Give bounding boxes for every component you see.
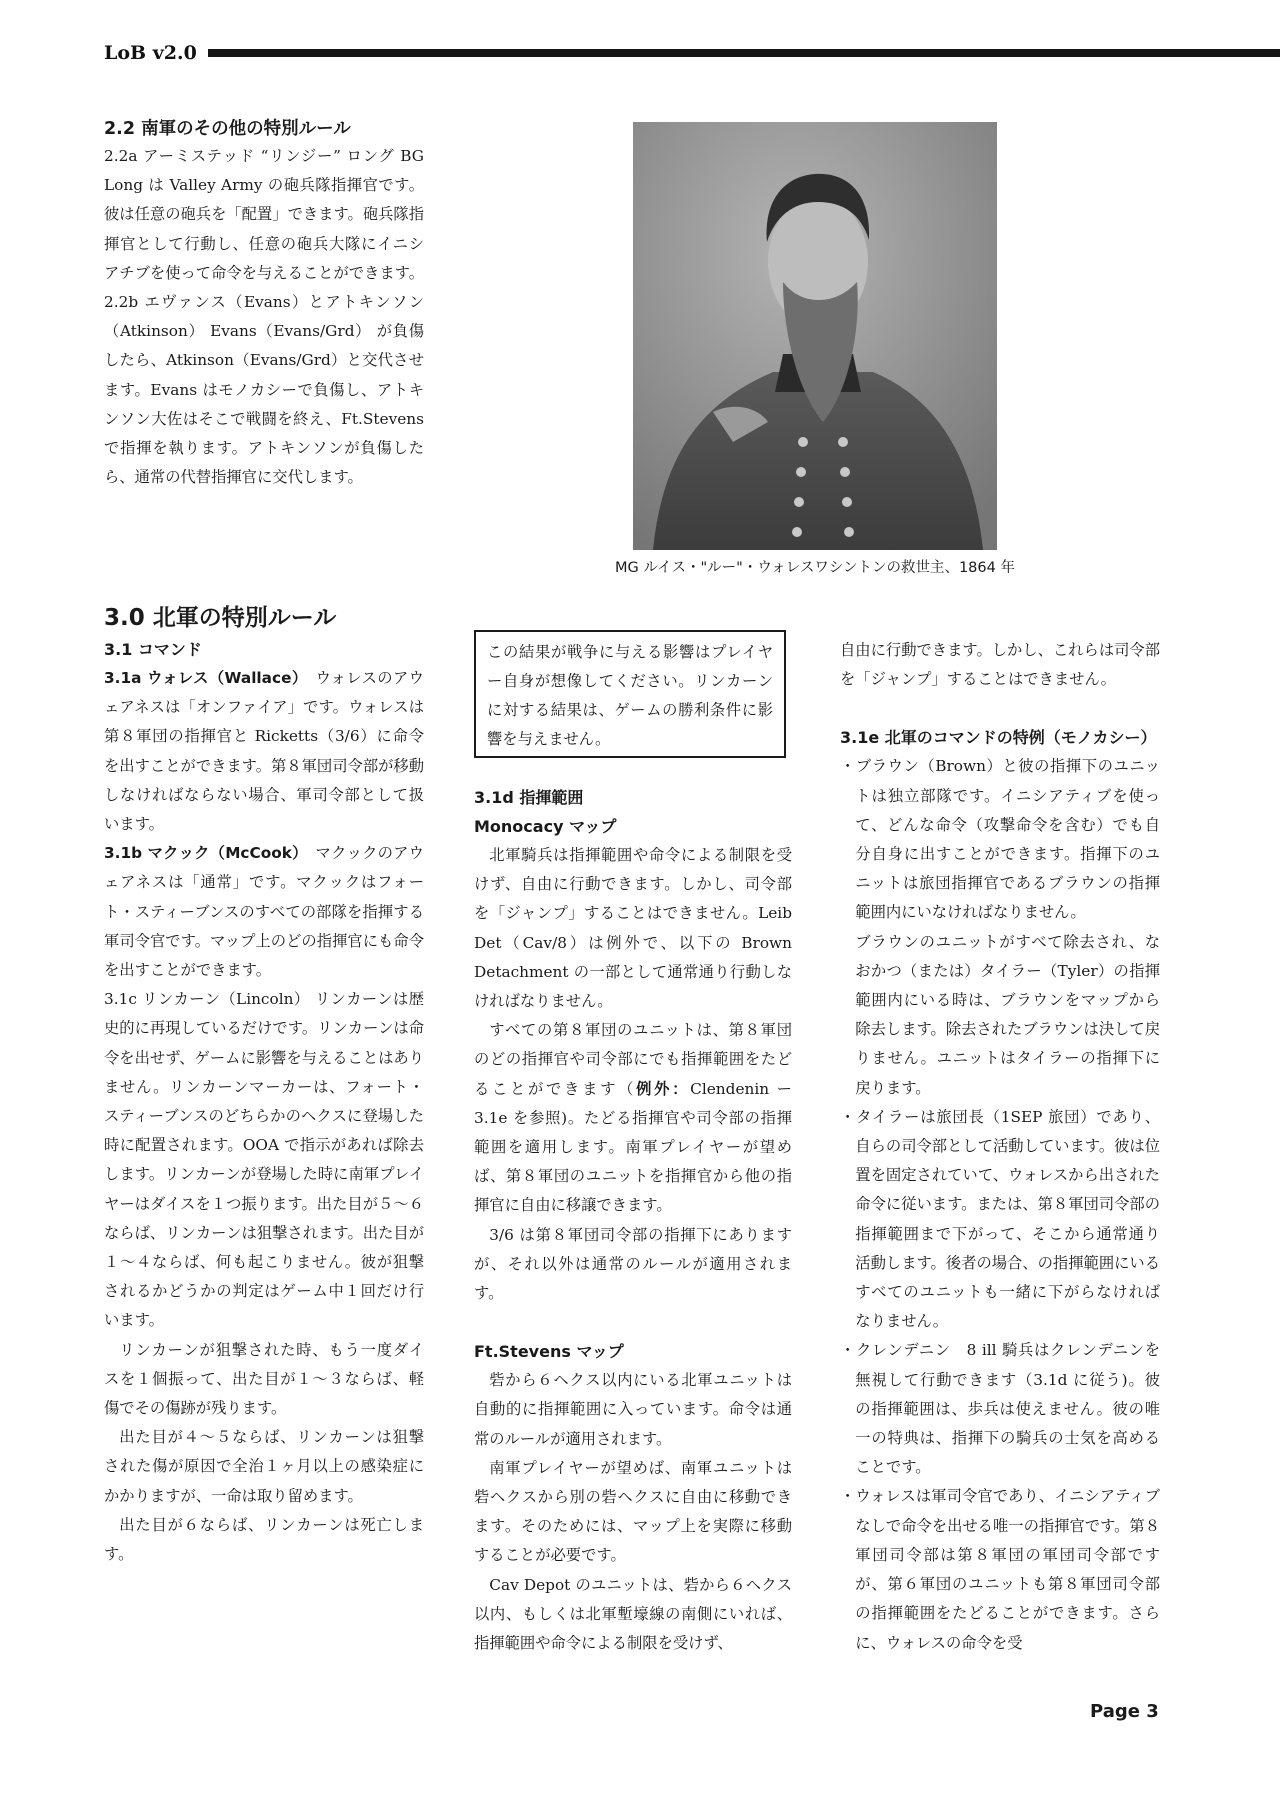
rule-3-1a: [104, 664, 424, 839]
rule-3-1d-para-6: Cav Depot のユニットは、砦から６ヘクス以内、もしくは北軍塹壕線の南側にいれば、指揮範囲や命令による制限を受けず、: [474, 1575, 792, 1653]
section-heading-3-1: 3.1 コマンド: [104, 640, 202, 659]
column-1: [104, 601, 424, 1569]
rule-3-1d-para-2-a: すべての第８軍団のユニットは、第８軍団のどの指揮官や司令部にでも指揮範囲をたどることができます（: [474, 1021, 792, 1098]
header-rule: [208, 49, 1280, 57]
rule-3-1a-label: 3.1a ウォレス（Wallace）: [104, 669, 300, 687]
page-number: Page 3: [1090, 1701, 1159, 1722]
bullet-brown-continued: ブラウンのユニットがすべて除去され、なおかつ（または）タイラー（Tyler）の指揮範囲内にいる時は、ブラウンをマップから除去します。除去されたブラウンは決して戻りません。ユニットはタイラーの指揮下に戻ります。: [855, 932, 1161, 1097]
rule-3-1c: 3.1c リンカーン（Lincoln） リンカーンは歴史的に再現しているだけです。リンカーンは命令を出せず、ゲームに影響を与えることはありません。リンカーンマーカーは、フォート・スティーブンスのどちらかのヘクスに登場した時に配置されます。OOA で指示があれば除去します。リンカーンが登場した時に南軍プレイヤーはダイスを１つ振ります。出た目が５〜６ならば、リンカーンは狙撃されます。出た目が１〜４ならば、何も起こりません。彼が狙撃されるかどうかの判定はゲーム中１回だけ行います。: [104, 990, 425, 1330]
spacer: [840, 694, 1160, 723]
exception-label: 例外：: [636, 1079, 691, 1098]
subheading-monocacy-map: Monocacy マップ: [474, 817, 617, 836]
page-header: [104, 42, 1280, 64]
section-heading-3-1e: 3.1e 北軍のコマンドの特例（モノカシー）: [840, 728, 1157, 748]
bullet-wallace: ・ウォレスは軍司令官であり、イニシアティブなしで命令を出せる唯一の指揮官です。第８軍団司令部は第８軍団の軍団司令部ですが、第６軍団のユニットも第８軍団司令部の指揮範囲をたどることができます。さらに、ウォレスの命令を受: [840, 1487, 1161, 1652]
rule-2-2a: 2.2a アーミステッド “リンジー” ロング BG Long は Valley Army の砲兵隊指揮官です。彼は任意の砲兵を「配置」できます。砲兵隊指揮官として行動し、任意の砲兵大隊にイニシアチブを使って命令を与えることができます。: [104, 147, 425, 282]
document-title: LoB v2.0: [104, 42, 197, 64]
note-box-text: この結果が戦争に与える影響はプレイヤー自身が想像してください。リンカーンに対する結果は、ゲームの勝利条件に影響を与えません。: [487, 643, 773, 748]
column-2: [474, 783, 792, 1658]
rule-3-1d-para-2-b: Clendenin ー 3.1e を参照)。たどる指揮官や司令部の指揮範囲を適用します。南軍プレイヤーが望めば、第８軍団のユニットを指揮官から他の指揮官に自由に移譲できます。: [474, 1079, 792, 1215]
rule-3-1b-label: 3.1b マクック（McCook）: [104, 844, 301, 863]
rule-3-1a-text: ウォレスのアウェアネスは「オンファイア」です。ウォレスは第８軍団の指揮官と Ricketts（3/6）に命令を出すことができます。第８軍団司令部が移動しなければならない場合、軍司令部として扱います。: [104, 669, 425, 834]
note-box: [474, 630, 786, 758]
section-heading: 2.2 南軍のその他の特別ルール: [104, 119, 351, 139]
portrait-photo: [633, 122, 997, 550]
rule-3-1c-para-4: 出た目が６ならば、リンカーンは死亡します。: [104, 1515, 424, 1564]
rule-3-1d-para-5: 南軍プレイヤーが望めば、南軍ユニットは砦ヘクスから別の砦ヘクスに自由に移動できます。そのためには、マップ上を実際に移動することが必要です。: [474, 1458, 792, 1565]
column-3-continuation: 自由に行動できます。しかし、これらは司令部を「ジャンプ」することはできません。: [840, 641, 1161, 689]
rule-2-2b: 2.2b エヴァンス（Evans）とアトキンソン（Atkinson） Evans（Evans/Grd） が負傷したら、Atkinson（Evans/Grd）と交代させます。Evans はモノカシーで負傷し、アトキンソン大佐はそこで戦闘を終え、Ft.Stevens で指揮を執ります。アトキンソンが負傷したら、通常の代替指揮官に交代します。: [104, 293, 424, 487]
rule-3-1d-para-3: 3/6 は第８軍団司令部の指揮下にありますが、それ以外は通常のルールが適用されます。: [474, 1225, 792, 1303]
bullet-clendenin: ・クレンデニン 8 ill 騎兵はクレンデニンを無視して行動できます（3.1d に従う)。彼の指揮範囲は、歩兵は使えません。彼の唯一の特典は、指揮下の騎兵の士気を高めることです。: [840, 1341, 1160, 1477]
subheading-ftstevens-map: Ft.Stevens マップ: [474, 1342, 624, 1362]
rule-3-1c-para-3: 出た目が４〜５ならば、リンカーンは狙撃された傷が原因で全治１ヶ月以上の感染症にかかりますが、一命は取り留めます。: [104, 1428, 424, 1505]
rule-3-1d-para-2: [474, 1016, 792, 1220]
bullet-brown: ・ブラウン（Brown）と彼の指揮下のユニットは独立部隊です。イニシアティブを使って、どんな命令（攻撃命令を含む）でも自分自身に出すことができます。指揮下のユニットは旅団指揮官であるブラウンの指揮範囲内にいなければなりません。: [840, 757, 1160, 922]
rule-3-1b-text: マクックのアウェアネスは「通常」です。マクックはフォート・スティーブンスのすべての部隊を指揮する軍司令官です。マップ上のどの指揮官にも命令を出すことができます。: [104, 844, 424, 980]
section-heading-3-1d: 3.1d 指揮範囲: [474, 788, 584, 807]
spacer: [474, 1308, 792, 1337]
section-heading-3-0: 3.0 北軍の特別ルール: [104, 605, 337, 631]
rule-3-1d-para-4: 砦から６ヘクス以内にいる北軍ユニットは自動的に指揮範囲に入っています。命令は通常のルールが適用されます。: [474, 1371, 792, 1448]
column-3: [840, 636, 1160, 1658]
bullet-tyler: ・タイラーは旅団長（1SEP 旅団）であり、自らの司令部として活動しています。彼は位置を固定されていて、ウォレスから出された命令に従います。または、第８軍団司令部の指揮範囲まで下がって、そこから通常通り活動します。後者の場合、の指揮範囲にいるすべてのユニットも一緒に下がらなければなりません。: [840, 1107, 1161, 1331]
rule-3-1c-para-2: リンカーンが狙撃された時、もう一度ダイスを１個振って、出た目が１〜３ならば、軽傷でその傷跡が残ります。: [104, 1340, 424, 1418]
photo-caption: MG ルイス・"ルー"・ウォレスワシントンの救世主、1864 年: [615, 560, 1015, 576]
rule-3-1b: [104, 839, 424, 985]
section-2-2: [104, 116, 424, 492]
rule-3-1d-para-1: 北軍騎兵は指揮範囲や命令による制限を受けず、自由に行動できます。しかし、司令部を「ジャンプ」することはできません。Leib Det（Cav/8）は例外で、以下の Brown Detachment の一部として通常通り行動しなければなりません。: [474, 846, 792, 1011]
